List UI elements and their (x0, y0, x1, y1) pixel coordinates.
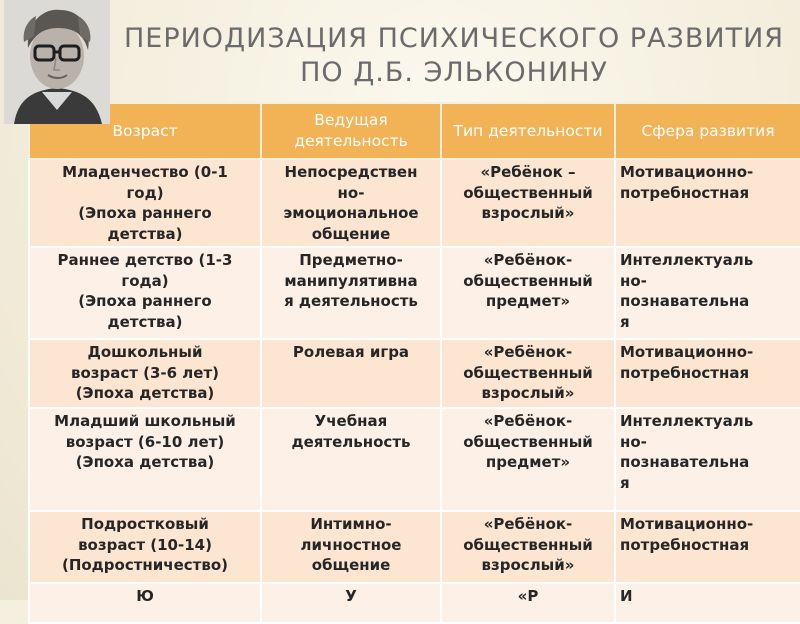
cell-line: потребностная (620, 535, 750, 554)
cell-line: «Р (517, 587, 539, 605)
cell-line: Раннее детство (1-3 (57, 251, 233, 269)
table-row (29, 159, 800, 247)
cell-activity-type (441, 159, 615, 247)
cell-line: Младший школьный (54, 412, 236, 430)
cell-line: но- (620, 432, 647, 451)
cell-line: я (620, 473, 630, 492)
slide-title (120, 22, 788, 90)
cell-line: общение (311, 556, 391, 574)
cell-leading-activity (261, 339, 441, 408)
cell-line: детства) (107, 224, 183, 243)
cell-development-sphere (615, 408, 800, 511)
title-line-2: ПО Д.Б. ЭЛЬКОНИНУ (300, 57, 608, 88)
cell-line: Учебная (314, 412, 388, 430)
cell-activity-type (441, 511, 615, 583)
cell-development-sphere (615, 511, 800, 583)
cell-age (29, 583, 261, 623)
cell-leading-activity (261, 159, 441, 247)
cell-line: Дошкольный (87, 343, 203, 361)
table-header-row (29, 103, 800, 159)
cell-line: Интеллектуаль (620, 251, 754, 269)
cell-line: личностное (300, 535, 402, 554)
header-age: Возраст (29, 103, 261, 159)
cell-line: Подростковый (81, 515, 209, 533)
cell-line: «Ребёнок – (480, 163, 576, 181)
cell-line: Младенчество (0-1 (62, 163, 228, 181)
cell-line: И (620, 587, 633, 605)
cell-line: возраст (6-10 лет) (65, 432, 225, 451)
cell-activity-type (441, 339, 615, 408)
cell-activity-type (441, 408, 615, 511)
cell-development-sphere (615, 159, 800, 247)
cell-line: деятельность (291, 432, 411, 451)
cell-age (29, 339, 261, 408)
cell-line: возраст (10-14) (78, 535, 212, 554)
cell-line: познавательна (620, 453, 750, 471)
cell-line: общение (311, 224, 391, 243)
cell-line: «Ребёнок- (483, 412, 573, 430)
cell-line: общественный (463, 363, 593, 382)
cell-development-sphere (615, 583, 800, 623)
cell-line: Мотивационно- (620, 343, 754, 361)
cell-line: «Ребёнок- (483, 251, 573, 269)
title-line-1: ПЕРИОДИЗАЦИЯ ПСИХИЧЕСКОГО РАЗВИТИЯ (123, 23, 785, 54)
cell-line: общественный (463, 183, 593, 202)
cell-line: взрослый» (481, 556, 575, 574)
cell-line: я (620, 312, 630, 331)
cell-line: Интеллектуаль (620, 412, 754, 430)
table-row (29, 247, 800, 339)
cell-line: (Подростничество) (61, 556, 229, 574)
elkonin-portrait (4, 0, 110, 124)
cell-line: потребностная (620, 183, 750, 202)
cell-activity-type (441, 247, 615, 339)
cell-line: Ю (136, 587, 154, 605)
cell-line: год) (126, 183, 164, 202)
cell-activity-type (441, 583, 615, 623)
cell-leading-activity (261, 247, 441, 339)
cell-line: У (345, 587, 357, 605)
cell-line: потребностная (620, 363, 750, 382)
table-body (29, 159, 800, 623)
portrait-photo (4, 0, 110, 124)
cell-line: Предметно- (299, 251, 403, 269)
cell-line: «Ребёнок- (483, 343, 573, 361)
cell-line: я деятельность (284, 292, 418, 310)
cell-line: Мотивационно- (620, 515, 754, 533)
cell-line: (Эпоха детства) (75, 453, 215, 471)
cell-line: общественный (463, 535, 593, 554)
cell-line: Непосредствен (284, 163, 418, 181)
cell-line: взрослый» (481, 204, 575, 222)
periodization-table (28, 102, 800, 624)
cell-age (29, 511, 261, 583)
cell-line: детства) (107, 312, 183, 331)
cell-line: эмоциональное (283, 204, 419, 222)
cell-leading-activity (261, 408, 441, 511)
cell-line: «Ребёнок- (483, 515, 573, 533)
table-row (29, 408, 800, 511)
cell-development-sphere (615, 339, 800, 408)
cell-line: (Эпоха раннего (78, 292, 212, 310)
cell-line: взрослый» (481, 384, 575, 402)
cell-line: Ролевая игра (292, 343, 410, 361)
cell-line: общественный (463, 432, 593, 451)
table-row (29, 511, 800, 583)
cell-line: но- (620, 271, 647, 290)
cell-leading-activity (261, 511, 441, 583)
header-activity-type: Тип деятельности (441, 103, 615, 159)
header-development-sphere: Сфера развития (615, 103, 800, 159)
header-leading-activity: Ведущая деятельность (261, 103, 441, 159)
cell-line: года) (121, 271, 169, 290)
cell-line: манипулятивна (284, 271, 418, 290)
cell-line: общественный (463, 271, 593, 290)
cell-line: но- (337, 183, 365, 202)
cell-line: (Эпоха детства) (75, 384, 215, 402)
table-row (29, 339, 800, 408)
cell-age (29, 247, 261, 339)
cell-line: предмет» (485, 453, 571, 471)
cell-age (29, 159, 261, 247)
cell-line: познавательна (620, 292, 750, 310)
cell-line: (Эпоха раннего (78, 204, 212, 222)
cell-line: Мотивационно- (620, 163, 754, 181)
cell-age (29, 408, 261, 511)
table-row (29, 583, 800, 623)
cell-line: предмет» (485, 292, 571, 310)
cell-development-sphere (615, 247, 800, 339)
cell-line: возраст (3-6 лет) (70, 363, 220, 382)
cell-leading-activity (261, 583, 441, 623)
cell-line: Интимно- (310, 515, 392, 533)
